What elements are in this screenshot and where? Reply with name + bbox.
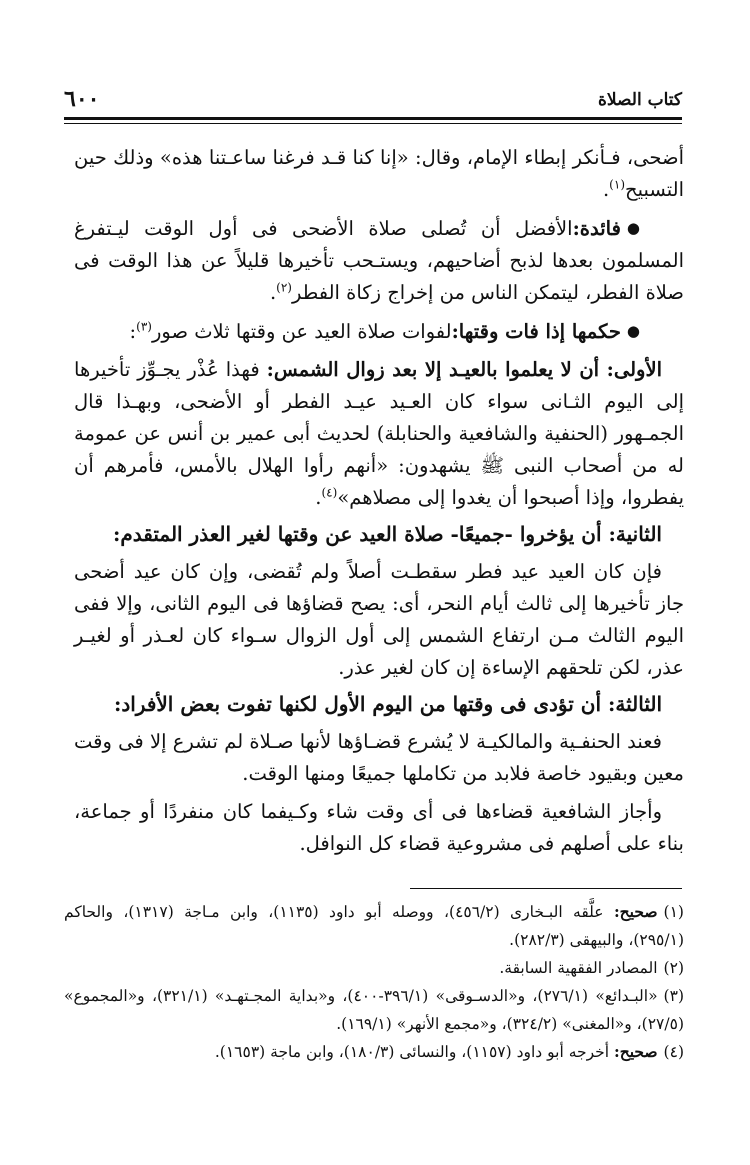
footnote-ref-3[interactable]: (٣)	[136, 319, 152, 334]
paragraph-shafii: وأجاز الشافعية قضاءها فى أى وقت شاء وكـيفما كان منفردًا أو جماعة، بناء على أصلهم فى مشروعية قضاء كل النوافل.	[74, 800, 684, 855]
paragraph-second-case: فإن كان العيد عيد فطر سقطـت أصلاً ولم تُقضى، وإن كان عيد أضحى جاز تأخيرها إلى ثالث أيام النحر، أى: يصح قضاؤها فى اليوم الثانى، وإلا ففى اليوم الثالث مـن ارتفاع الشمس إلى أول الزوال سـواء كان لعـذر أو لغيـر عذر، لكن تلحقهم الإساءة إن كان لغير عذر.	[74, 560, 684, 679]
second-case-heading: الثانية: أن يؤخروا -جميعًا- صلاة العيد عن وقتها لغير العذر المتقدم:	[112, 522, 662, 546]
hukm-label: حكمها إذا فات وقتها:	[451, 320, 621, 343]
page-header	[64, 86, 682, 116]
bullet-icon: ●	[626, 322, 640, 340]
paragraph-1: أضحى، فـأنكر إبطاء الإمام، وقال: «إنا كنا قـد فرغنا ساعـتنا هذه» وذلك حين التسبيح$^{(١)}$.	[74, 146, 684, 201]
footnote-divider	[410, 888, 682, 889]
header-rule-thin	[64, 123, 682, 124]
paragraph-fayda: ●فائدة:الأفضل أن تُصلى صلاة الأضحى فى أول الوقت ليـتفرغ المسلمون بعدها لذبح أضاحيهم، ويستـحب تأخيرها قليلاً عن هذا الوقت فى صلاة الفطر، ليتمكن الناس من إخراج زكاة الفطر$^{(٢)}$.	[74, 212, 684, 309]
footnote-2: (٢)المصادر الفقهية السابقة.	[499, 959, 684, 977]
header-rule-thick	[64, 117, 682, 120]
footnote-ref-4[interactable]: (٤)	[321, 485, 338, 500]
third-case-heading: الثالثة: أن تؤدى فى وقتها من اليوم الأول لكنها تفوت بعض الأفراد:	[113, 692, 662, 716]
footnote-1: (١)صحيح: علَّقه البـخارى (٤٥٦/٢)، ووصله أبو داود (١١٣٥)، وابن مـاجة (١٣١٧)، والحاكم (٢٩٥/١)، والبيهقى (٢٨٢/٣).	[64, 902, 684, 949]
footnote-ref-2[interactable]: (٢)	[276, 280, 292, 295]
bullet-icon: ●	[626, 219, 640, 237]
paragraph-first-case: الأولى: أن لا يعلموا بالعيـد إلا بعد زوال الشمس: فهذا عُذْر يجـوِّز تأخيرها إلى اليوم الثـانى سواء كان العـيد عيـد الفطر أو الأضحى، وبهـذا قال الجمـهور (الحنفية والشافعية والحنابلة) لحديث أبى عمير بن أنس عن عمومة له من أصحاب النبى ﷺ يشهدون: «أنهم رأوا الهلال بالأمس، فأمرهم أن يفطروا، وإذا أصبحوا أن يغدوا إلى مصلاهم»$^{(٤)}$.	[74, 358, 684, 509]
fayda-label: فائدة:	[572, 217, 621, 240]
paragraph-hukm: ●حكمها إذا فات وقتها:لفوات صلاة العيد عن وقتها ثلاث صور$^{(٣)}$:	[74, 315, 684, 348]
footnotes	[64, 898, 684, 1066]
footnote-3: (٣)«البـدائع» (٢٧٦/١)، و«الدسـوقى» (٣٩٦/١-٤٠٠)، و«بداية المجـتهـد» (٣٢١/١)، و«المجموع» (٢٧/٥)، و«المغنى» (٣٢٤/٢)، و«مجمع الأنهر» (١٦٩/١).	[64, 987, 684, 1033]
running-title: كتاب الصلاة	[597, 90, 682, 110]
paragraph-hanafi-maliki: فعند الحنفـية والمالكيـة لا يُشرع قضـاؤها لأنها صـلاة لم تشرع إلا فى وقت معين وبقيود خاصة فلابد من تكاملها جميعًا ومنها الوقت.	[74, 730, 684, 785]
page-number: ٦٠٠	[64, 86, 100, 112]
main-text	[74, 142, 684, 860]
first-case-label: الأولى: أن لا يعلموا بالعيـد إلا بعد زوال الشمس:	[266, 358, 662, 381]
footnote-ref-1[interactable]: (١)	[609, 177, 625, 192]
footnote-4: (٤)صحيح: أخرجه أبو داود (١١٥٧)، والنسائى (١٨٠/٣)، وابن ماجة (١٦٥٣).	[214, 1042, 684, 1061]
